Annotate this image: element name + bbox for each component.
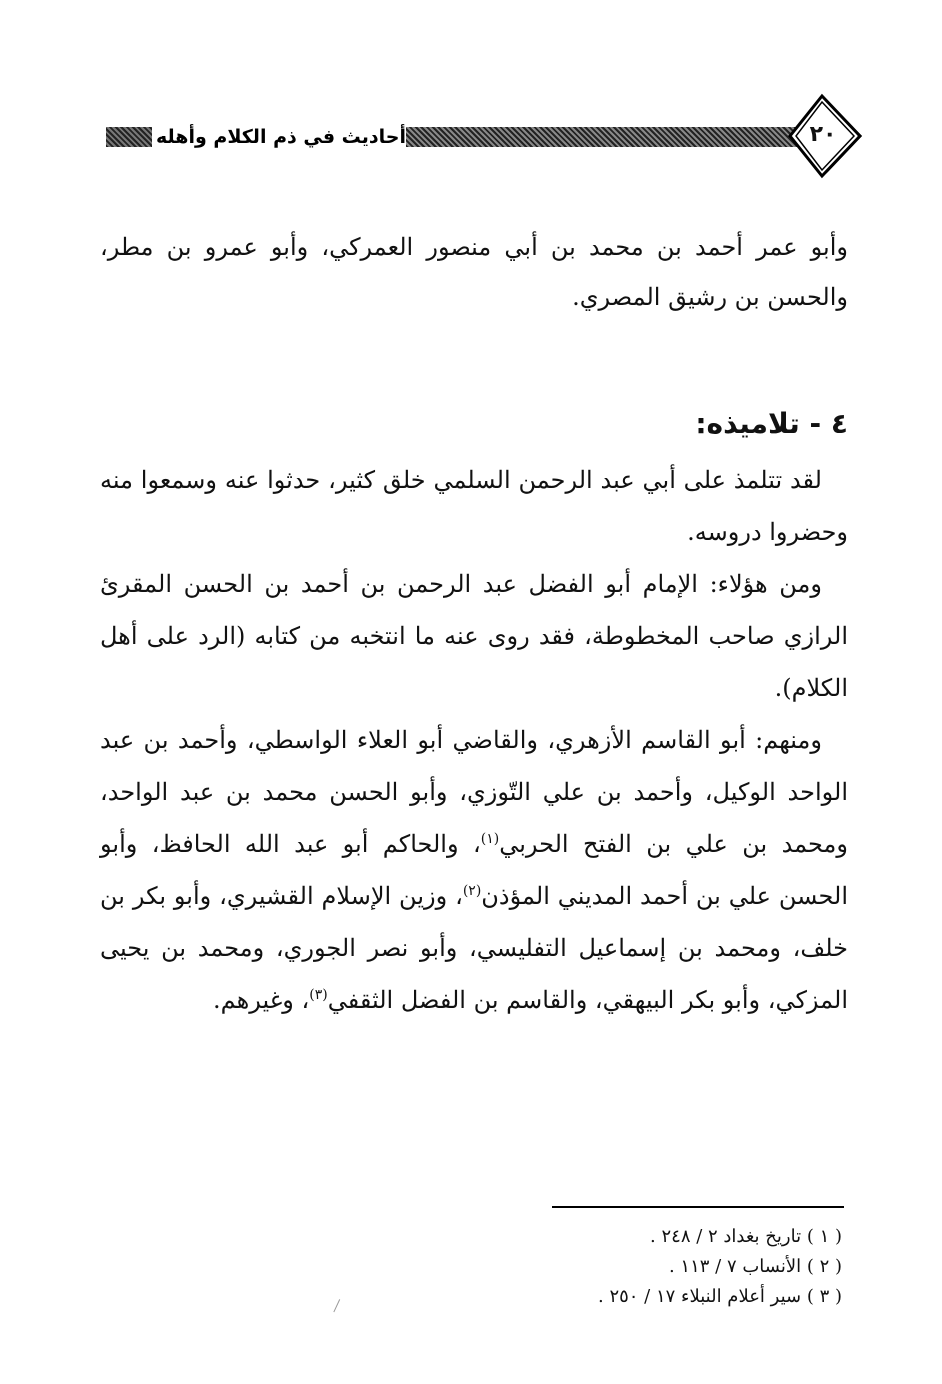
paragraph: لقد تتلمذ على أبي عبد الرحمن السلمي خلق كثير، حدثوا عنه وسمعوا منه وحضروا دروسه. — [100, 466, 848, 546]
running-header — [96, 92, 856, 188]
paragraph-text: ، وزين الإسلام القشيري، وأبو بكر بن خلف، ومحمد بن إسماعيل التفليسي، وأبو نصر الجوري، ومحمد بن يحيى المزكي، وأبو بكر البيهقي، والقاسم بن الفضل الثقفي — [100, 882, 848, 1014]
footnote-reference[interactable]: (٢) — [462, 883, 482, 899]
section-heading: ٤ - تلاميذه: — [695, 407, 848, 440]
header-bar — [106, 124, 796, 150]
footnotes — [520, 1222, 842, 1312]
footnote-divider — [552, 1206, 844, 1208]
footnote-reference[interactable]: (١) — [480, 831, 500, 847]
paragraph-text: ، وغيرهم. — [212, 986, 310, 1014]
opening-paragraph — [100, 222, 848, 322]
header-bar-left-ornament — [106, 127, 152, 147]
footnote: ( ٣ ) سير أعلام النبلاء ١٧ / ٢٥٠ . — [597, 1286, 842, 1307]
paragraph — [100, 714, 848, 1026]
footnote-reference[interactable]: (٣) — [309, 987, 328, 1003]
header-bar-right-ornament — [406, 127, 806, 147]
paragraph: ومن هؤلاء: الإمام أبو الفضل عبد الرحمن بن أحمد بن الحسن المقرئ الرازي صاحب المخطوطة، فقد روى عنه ما انتخبه من كتابه (الرد على أهل الكلام). — [100, 570, 848, 702]
page-number-badge — [786, 92, 866, 182]
paragraph-text: ومنهم: أبو القاسم الأزهري، والقاضي أبو العلاء الواسطي، وأحمد بن عبد الواحد الوكيل، وأحمد بن علي التّوزي، وأبو الحسن محمد بن عبد الواحد، ومحمد بن علي بن الفتح الحربي — [100, 726, 848, 858]
footnote: ( ١ ) تاريخ بغداد ٢ / ٢٤٨ . — [650, 1226, 842, 1247]
scan-artifact — [333, 1299, 345, 1315]
students-section — [100, 454, 848, 1026]
page-number: ٢٠ — [809, 122, 837, 147]
footnote: ( ٢ ) الأنساب ٧ / ١١٣ . — [668, 1256, 842, 1277]
paragraph: وأبو عمر أحمد بن محمد بن أبي منصور العمركي، وأبو عمرو بن مطر، والحسن بن رشيق المصري. — [100, 233, 848, 311]
paragraph-text: ، والحاكم أبو عبد الله الحافظ، وأبو الحسن علي بن أحمد المديني المؤذن — [100, 830, 848, 910]
book-title: أحاديث في ذم الكلام وأهله — [156, 126, 406, 148]
